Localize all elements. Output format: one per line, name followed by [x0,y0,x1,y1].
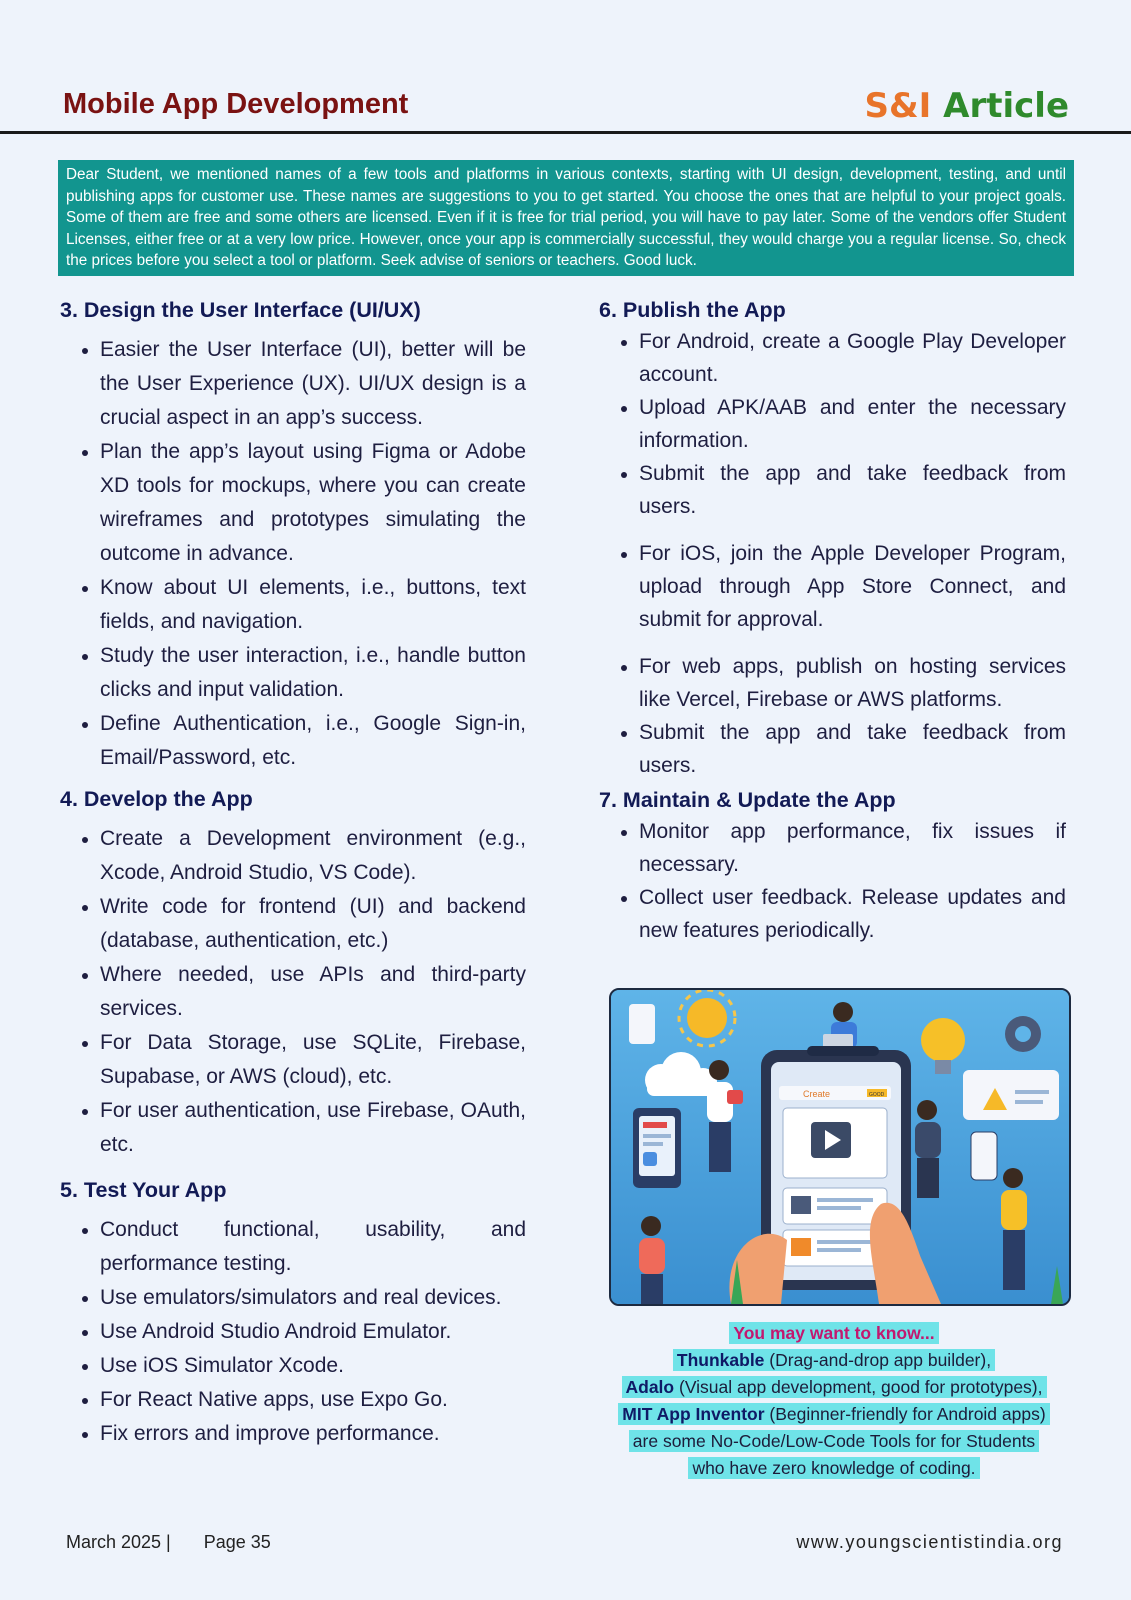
know-title: You may want to know... [729,1322,938,1344]
left-column [60,298,526,1451]
list-item: Submit the app and take feedback from users. [599,716,1066,782]
tool-thunkable: Thunkable [676,1350,765,1370]
list-item: For React Native apps, use Expo Go. [60,1383,526,1417]
list-item: Use Android Studio Android Emulator. [60,1315,526,1349]
section-5-heading: 5. Test Your App [60,1178,227,1202]
left-panel-icon [629,1004,655,1044]
list-item: Use emulators/simulators and real devices. [60,1281,526,1315]
badge-label: GOOD [869,1092,885,1098]
list-item: Monitor app performance, fix issues if necessary. [599,815,1066,881]
student-notice: Dear Student, we mentioned names of a few tools and platforms in various contexts, starting with UI design, development, testing, and until publishing apps for customer use. These names are suggestions to you to get started. You choose the ones that are helpful to your project goals. Some of them are free and some others are licensed. Even if it is free for trial period, you will have to pay later. Some of the vendors offer Student Licenses, either free or at a very low price. However, once your app is commercially successful, they would charge you a regular license. So, check the prices before you select a tool or platform. Seek advise of seniors or teachers. Good luck. [58,160,1074,276]
right-column [599,298,1066,947]
section-6-heading: 6. Publish the App [599,298,786,322]
page-title: Mobile App Development [63,88,409,120]
list-item: Use iOS Simulator Xcode. [60,1349,526,1383]
list-item: Submit the app and take feedback from users. [599,457,1066,523]
illustration-svg [611,990,1069,1304]
list-item: Conduct functional, usability, and performance testing. [60,1213,526,1281]
small-phone-icon [971,1132,997,1180]
list-item: Write code for frontend (UI) and backend (database, authentication, etc.) [60,890,526,958]
page-number: Page 35 [203,1532,271,1552]
list-item: Create a Development environment (e.g., Xcode, Android Studio, VS Code). [60,822,526,890]
section-4-heading: 4. Develop the App [60,787,253,811]
list-item: Study the user interaction, i.e., handle button clicks and input validation. [60,639,526,707]
section-7-heading: 7. Maintain & Update the App [599,788,896,812]
section-6-list-ios [599,537,1066,636]
list-item: Define Authentication, i.e., Google Sign-in, Email/Password, etc. [60,707,526,775]
list-item: For iOS, join the Apple Developer Program, upload through App Store Connect, and submit for approval. [599,537,1066,636]
know-line-4: are some No-Code/Low-Code Tools for for Students [629,1430,1039,1452]
section-3-list [60,333,526,775]
list-item: For Android, create a Google Play Developer account. [599,325,1066,391]
tool-adalo-desc: (Visual app development, good for prototypes), [674,1377,1043,1397]
tool-thunkable-desc: (Drag-and-drop app builder), [764,1350,992,1370]
list-item: Plan the app’s layout using Figma or Adobe XD tools for mockups, where you can create wireframes and prototypes simulating the outcome in advance. [60,435,526,571]
tool-mit-desc: (Beginner-friendly for Android apps) [764,1404,1046,1424]
list-item: Where needed, use APIs and third-party services. [60,958,526,1026]
tablet-screen-label: Create [803,1089,831,1099]
list-item: Upload APK/AAB and enter the necessary information. [599,391,1066,457]
list-item: Easier the User Interface (UI), better will be the User Experience (UX). UI/UX design is a crucial aspect in an app’s success. [60,333,526,435]
section-6-list-web [599,650,1066,782]
mini-phone-icon [633,1108,681,1188]
section-4-list [60,822,526,1162]
section-3-heading: 3. Design the User Interface (UI/UX) [60,298,421,322]
header-rule [0,131,1131,134]
brand-logo [865,86,1070,126]
section-5-list [60,1213,526,1451]
list-item: For Data Storage, use SQLite, Firebase, Supabase, or AWS (cloud), etc. [60,1026,526,1094]
warning-panel-icon [963,1070,1059,1120]
footer-left [66,1532,271,1553]
footer-date: March 2025 | [66,1532,171,1552]
tool-adalo: Adalo [625,1377,675,1397]
app-development-illustration [609,988,1071,1306]
list-item: Collect user feedback. Release updates and new features periodically. [599,881,1066,947]
list-item: Fix errors and improve performance. [60,1417,526,1451]
brand-part1: S&I [864,86,932,126]
list-item: For web apps, publish on hosting services like Vercel, Firebase or AWS platforms. [599,650,1066,716]
know-line-5: who have zero knowledge of coding. [688,1457,979,1479]
footer-website: www.youngscientistindia.org [796,1532,1063,1552]
section-7-list [599,815,1066,947]
tool-mit-app-inventor: MIT App Inventor [622,1404,765,1424]
brand-part2: Article [943,86,1069,126]
gear-icon [1005,1016,1041,1052]
know-box [600,1320,1068,1482]
section-6-list-android [599,325,1066,523]
list-item: For user authentication, use Firebase, OAuth, etc. [60,1094,526,1162]
list-item: Know about UI elements, i.e., buttons, text fields, and navigation. [60,571,526,639]
